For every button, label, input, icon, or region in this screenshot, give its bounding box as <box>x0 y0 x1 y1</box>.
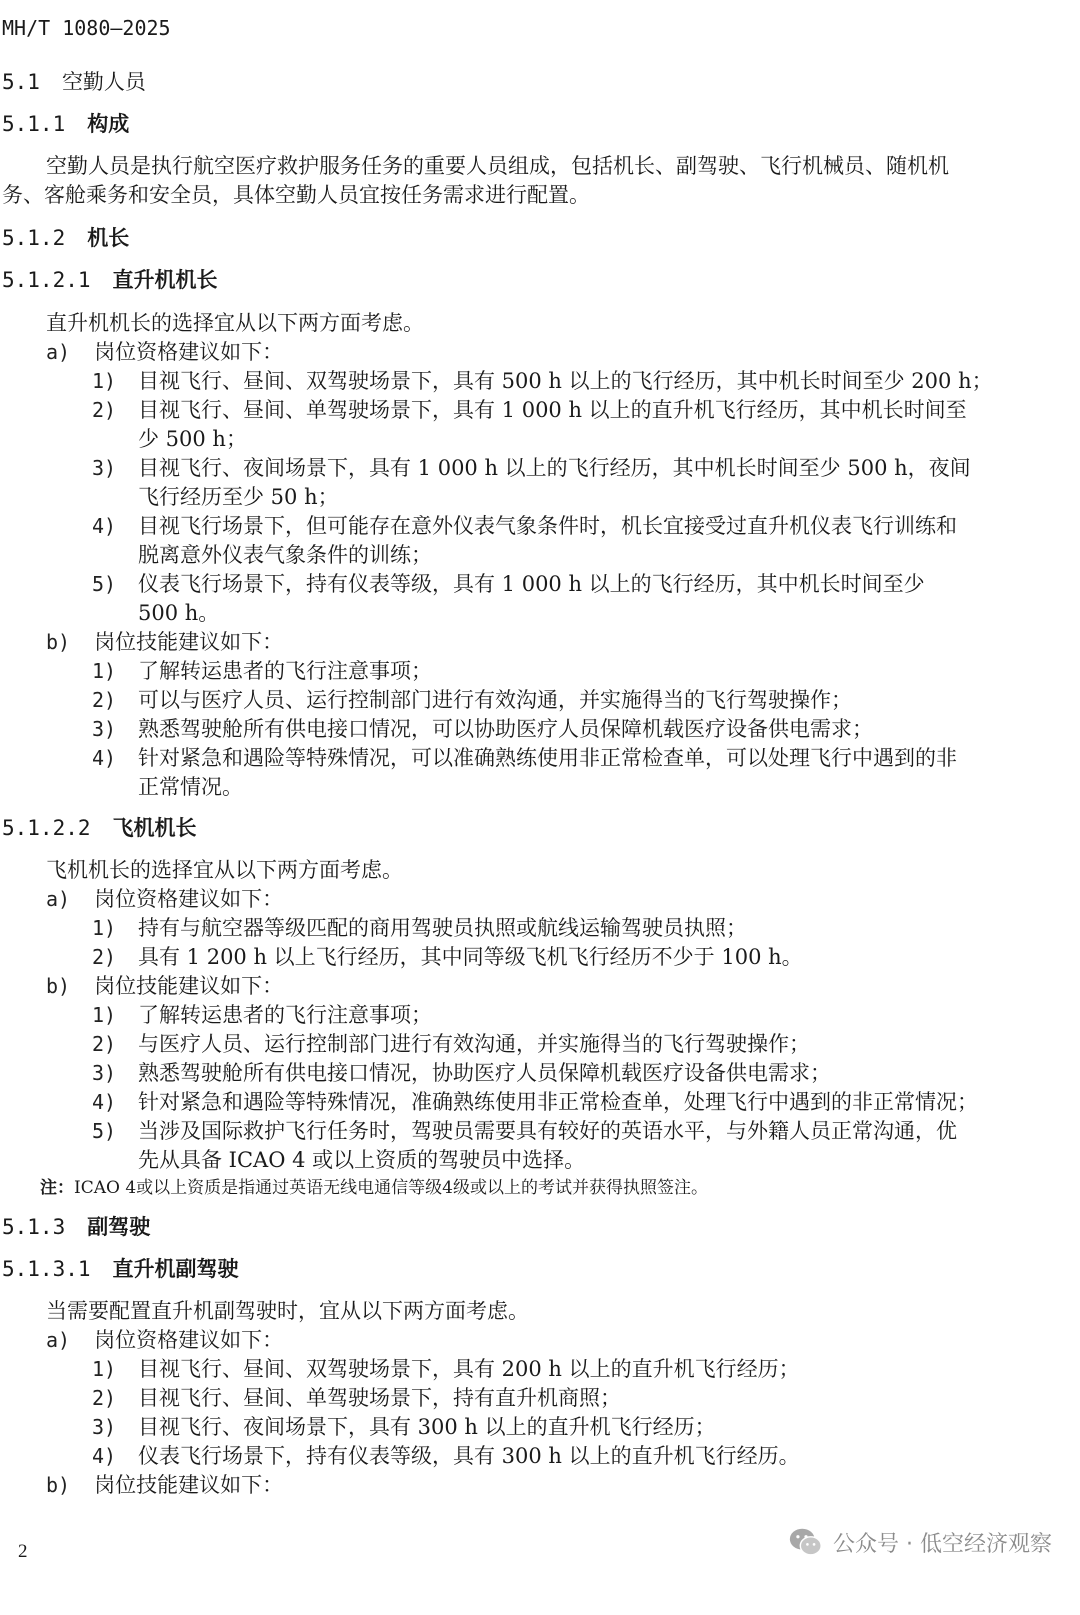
item-number: 2) <box>92 1032 117 1056</box>
page-number: 2 <box>18 1541 28 1562</box>
heading-5-1-3-1: 5.1.3.1 直升机副驾驶 <box>2 1257 239 1281</box>
list-item-continuation: 500 h。 <box>138 601 220 625</box>
item-number: 1) <box>92 1357 117 1381</box>
item-number: 5) <box>92 1119 117 1143</box>
note-text: ICAO 4或以上资质是指通过英语无线电通信等级4级或以上的考试并获得执照签注。 <box>74 1178 708 1198</box>
watermark <box>787 1523 1052 1561</box>
list-item: 仪表飞行场景下，持有仪表等级，具有 1 000 h 以上的飞行经历，其中机长时间至少 <box>138 572 925 596</box>
heading-5-1-2-1: 5.1.2.1 直升机机长 <box>2 268 218 292</box>
list-item-continuation: 先从具备 ICAO 4 或以上资质的驾驶员中选择。 <box>138 1148 586 1172</box>
list-item: 仪表飞行场景下，持有仪表等级，具有 300 h 以上的直升机飞行经历。 <box>138 1444 800 1468</box>
item-number: 4) <box>92 1444 117 1468</box>
item-number: 1) <box>92 916 117 940</box>
heading-5-1: 5.1 空勤人员 <box>2 70 146 94</box>
intro-text: 直升机机长的选择宜从以下两方面考虑。 <box>46 311 424 335</box>
doc-code: MH/T 1080—2025 <box>2 16 171 40</box>
intro-text: 当需要配置直升机副驾驶时，宜从以下两方面考虑。 <box>46 1299 529 1323</box>
list-item: 持有与航空器等级匹配的商用驾驶员执照或航线运输驾驶员执照； <box>138 916 747 940</box>
item-number: 2) <box>92 1386 117 1410</box>
item-number: 1) <box>92 1003 117 1027</box>
list-item-continuation: 正常情况。 <box>138 775 243 799</box>
intro-text: 飞机机长的选择宜从以下两方面考虑。 <box>46 858 403 882</box>
item-number: 1) <box>92 369 117 393</box>
item-number: 2) <box>92 398 117 422</box>
item-number: 3) <box>92 456 117 480</box>
list-item: 了解转运患者的飞行注意事项； <box>138 1003 432 1027</box>
list-item: 针对紧急和遇险等特殊情况，可以准确熟练使用非正常检查单，可以处理飞行中遇到的非 <box>138 746 957 770</box>
list-item: 针对紧急和遇险等特殊情况，准确熟练使用非正常检查单，处理飞行中遇到的非正常情况； <box>138 1090 978 1114</box>
note-label: 注： <box>40 1178 74 1198</box>
wechat-icon <box>787 1523 825 1561</box>
item-number: 2) <box>92 688 117 712</box>
list-item: 目视飞行、夜间场景下，具有 300 h 以上的直升机飞行经历； <box>138 1415 716 1439</box>
list-a: a) 岗位资格建议如下： <box>46 1328 284 1352</box>
list-item: 目视飞行、昼间、单驾驶场景下，具有 1 000 h 以上的直升机飞行经历，其中机长时间至 <box>138 398 967 422</box>
list-b: b) 岗位技能建议如下： <box>46 1473 284 1497</box>
list-item: 目视飞行场景下，但可能存在意外仪表气象条件时，机长宜接受过直升机仪表飞行训练和 <box>138 514 957 538</box>
paragraph-line: 务、客舱乘务和安全员，具体空勤人员宜按任务需求进行配置。 <box>2 183 590 207</box>
watermark-text: 公众号 · 低空经济观察 <box>833 1531 1052 1557</box>
list-b: b) 岗位技能建议如下： <box>46 974 284 998</box>
item-number: 2) <box>92 945 117 969</box>
item-number: 5) <box>92 572 117 596</box>
list-item-continuation: 少 500 h； <box>138 427 247 451</box>
heading-5-1-1: 5.1.1 构成 <box>2 112 130 136</box>
heading-5-1-2: 5.1.2 机长 <box>2 226 130 250</box>
list-item: 目视飞行、昼间、双驾驶场景下，具有 200 h 以上的直升机飞行经历； <box>138 1357 800 1381</box>
heading-5-1-2-2: 5.1.2.2 飞机机长 <box>2 816 197 840</box>
list-item: 当涉及国际救护飞行任务时，驾驶员需要具有较好的英语水平，与外籍人员正常沟通，优 <box>138 1119 957 1143</box>
heading-5-1-3: 5.1.3 副驾驶 <box>2 1215 151 1239</box>
list-b: b) 岗位技能建议如下： <box>46 630 284 654</box>
list-item: 具有 1 200 h 以上飞行经历，其中同等级飞机飞行经历不少于 100 h。 <box>138 945 803 969</box>
item-number: 3) <box>92 717 117 741</box>
paragraph-line: 空勤人员是执行航空医疗救护服务任务的重要人员组成，包括机长、副驾驶、飞行机械员、随机机 <box>46 154 949 178</box>
list-item: 与医疗人员、运行控制部门进行有效沟通，并实施得当的飞行驾驶操作； <box>138 1032 810 1056</box>
list-item: 目视飞行、昼间、双驾驶场景下，具有 500 h 以上的飞行经历，其中机长时间至少 200 h； <box>138 369 993 393</box>
list-item: 目视飞行、夜间场景下，具有 1 000 h 以上的飞行经历，其中机长时间至少 500 h，夜间 <box>138 456 971 480</box>
list-item-continuation: 飞行经历至少 50 h； <box>138 485 339 509</box>
list-item: 熟悉驾驶舱所有供电接口情况，协助医疗人员保障机载医疗设备供电需求； <box>138 1061 831 1085</box>
list-item: 可以与医疗人员、运行控制部门进行有效沟通，并实施得当的飞行驾驶操作； <box>138 688 852 712</box>
list-a: a) 岗位资格建议如下： <box>46 340 284 364</box>
note <box>40 1178 708 1198</box>
list-item-continuation: 脱离意外仪表气象条件的训练； <box>138 543 432 567</box>
list-a: a) 岗位资格建议如下： <box>46 887 284 911</box>
item-number: 4) <box>92 514 117 538</box>
list-item: 熟悉驾驶舱所有供电接口情况，可以协助医疗人员保障机载医疗设备供电需求； <box>138 717 873 741</box>
item-number: 4) <box>92 746 117 770</box>
item-number: 3) <box>92 1061 117 1085</box>
list-item: 了解转运患者的飞行注意事项； <box>138 659 432 683</box>
item-number: 3) <box>92 1415 117 1439</box>
item-number: 4) <box>92 1090 117 1114</box>
list-item: 目视飞行、昼间、单驾驶场景下，持有直升机商照； <box>138 1386 621 1410</box>
item-number: 1) <box>92 659 117 683</box>
